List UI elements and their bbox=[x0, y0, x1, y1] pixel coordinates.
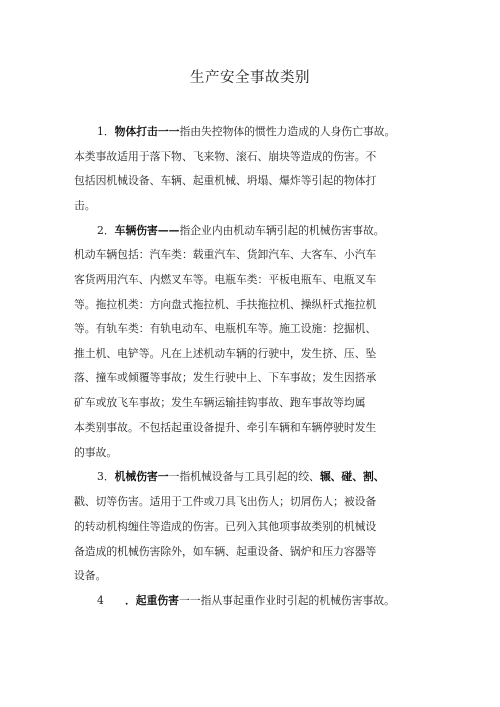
paragraph-3-line-3: 的转动机构缠住等造成的伤害。已列入其他项事故类别的机械设 bbox=[74, 520, 377, 533]
paragraph-1-line-2: 本类事故适用于落下物、飞来物、滚石、崩块等造成的伤害。不 bbox=[74, 150, 377, 163]
paragraph-3-line-4: 备造成的机械伤害除外，如车辆、起重设备、锅炉和压力容器等 bbox=[74, 545, 377, 558]
paragraph-3-line-1 bbox=[97, 470, 385, 484]
paragraph-1-line-3: 包括因机械设备、车辆、起重机械、坍塌、爆炸等引起的物体打 bbox=[74, 174, 377, 187]
paragraph-4-line-1 bbox=[97, 594, 395, 608]
paragraph-3-line-5: 设备。 bbox=[74, 569, 107, 582]
category-name: 车辆伤害—— bbox=[114, 224, 180, 237]
item-number: 4 bbox=[97, 594, 104, 607]
definition-text: 一一指从事起重作业时引起的机械伤害事故。 bbox=[178, 594, 395, 607]
category-name: 机械伤害一 bbox=[114, 470, 169, 483]
paragraph-1-line-1 bbox=[97, 125, 395, 139]
definition-text: 指由失控物体的惯性力造成的人身伤亡事故。 bbox=[179, 125, 396, 138]
definition-text: 指企业内由机动车辆引起的机械伤害事故。 bbox=[179, 224, 385, 237]
paragraph-2-line-1 bbox=[97, 224, 385, 238]
paragraph-2-line-7: 落、撞车或倾覆等事故；发生行驶中上、下车事故；发生因搭承 bbox=[74, 371, 377, 384]
paragraph-3-line-2: 戳、切等伤害。适用于工件或刀具飞出伤人；切屑伤人；被设备 bbox=[74, 495, 377, 508]
paragraph-2-line-10: 的事故。 bbox=[74, 446, 118, 459]
category-name: 物体打击一一 bbox=[114, 125, 180, 138]
paragraph-2-line-3: 客货两用汽车、内燃叉车等。电瓶车类：平板电瓶车、电瓶叉车 bbox=[74, 273, 377, 286]
definition-text: 一指机械设备与工具引起的绞、 bbox=[168, 470, 320, 483]
paragraph-2-line-5: 等。有轨车类：有轨电动车、电瓶机车等。施工设施：挖掘机、 bbox=[74, 322, 377, 335]
paragraph-2-line-2: 机动车辆包括：汽车类：载重汽车、货卸汽车、大客车、小汽车 bbox=[74, 248, 377, 261]
paragraph-1-line-4: 击。 bbox=[74, 199, 96, 212]
emphasis-text: 辗、碰、割、 bbox=[319, 470, 385, 483]
paragraph-2-line-6: 推土机、电铲等。凡在上述机动车辆的行驶中，发生挤、压、坠 bbox=[74, 347, 377, 360]
item-number: 3． bbox=[97, 470, 115, 483]
category-name: ．起重伤害 bbox=[125, 594, 179, 607]
page-title: 生产安全事故类别 bbox=[190, 70, 310, 86]
item-number: 1． bbox=[97, 125, 115, 138]
paragraph-2-line-8: 矿车或放飞车事故；发生车辆运输挂钩事故、跑车事故等均属 bbox=[74, 396, 366, 409]
paragraph-2-line-9: 本类别事故。不包括起重设备提升、牵引车辆和车辆停驶时发生 bbox=[74, 421, 377, 434]
item-number: 2． bbox=[97, 224, 115, 237]
paragraph-2-line-4: 等。拖拉机类：方向盘式拖拉机、手扶拖拉机、操纵杆式拖拉机 bbox=[74, 298, 377, 311]
